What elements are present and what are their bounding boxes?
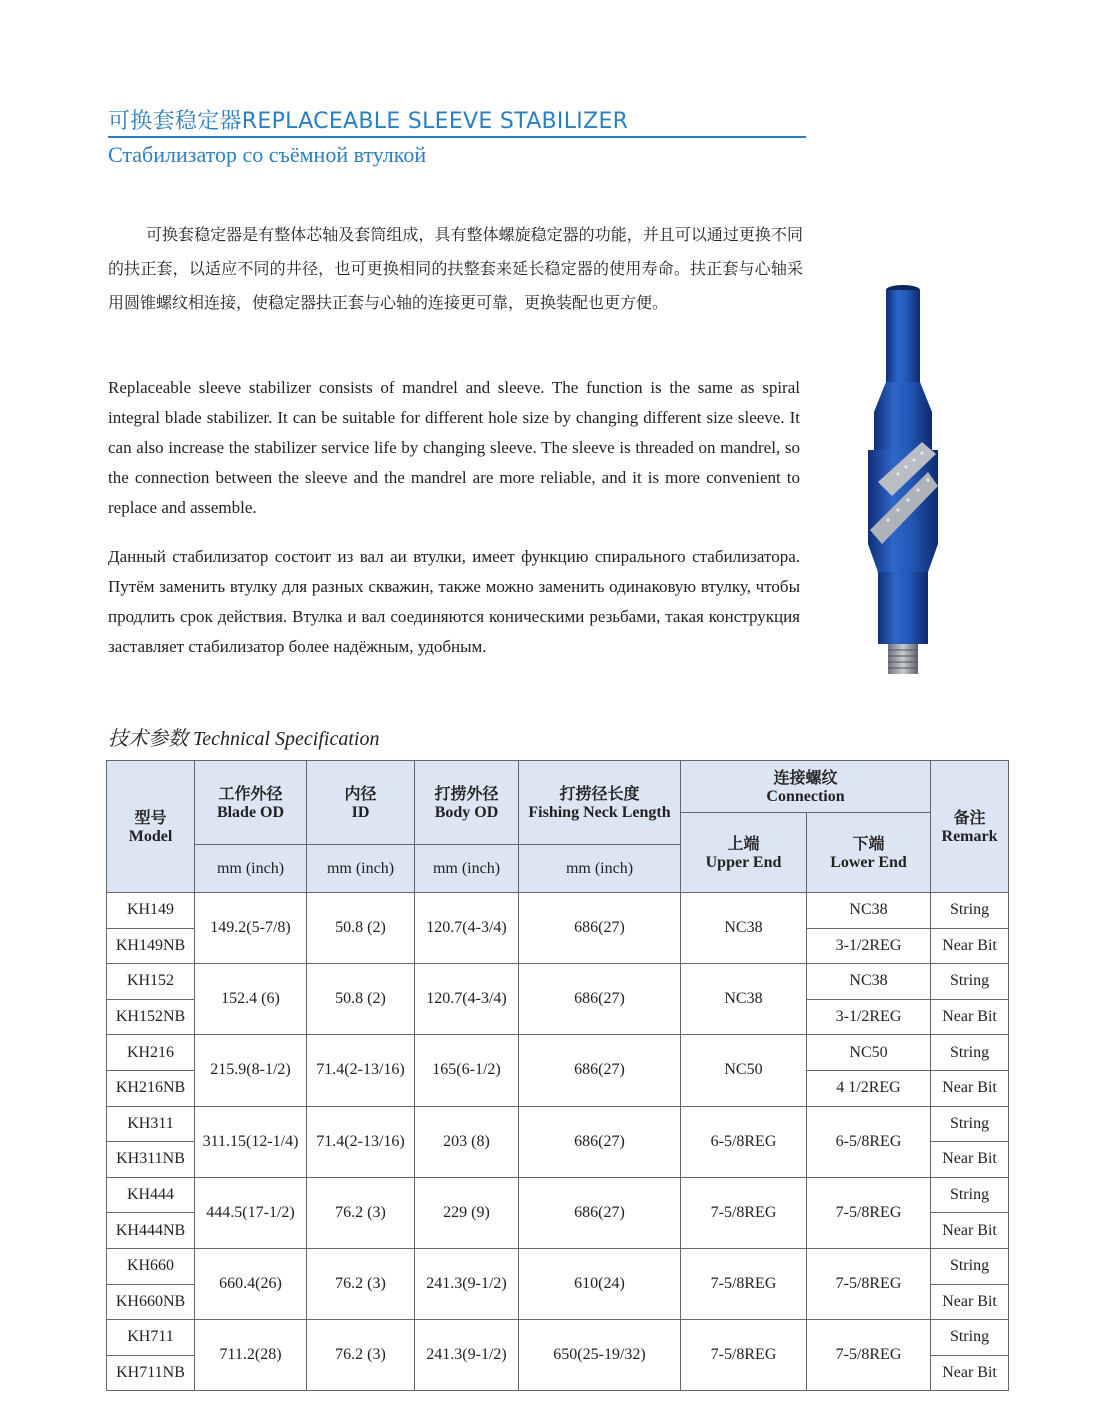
remark-cell: Near Bit [931,1070,1009,1106]
body-od-cell: 241.3(9-1/2) [415,1248,519,1319]
lower-end-cell: 6-5/8REG [807,1106,931,1177]
fishing-neck-cell: 686(27) [519,1035,681,1106]
lower-end-cell: 7-5/8REG [807,1320,931,1391]
blade-od-cell: 444.5(17-1/2) [195,1177,307,1248]
model-cell: KH149 [107,893,195,929]
upper-end-cell: NC38 [681,893,807,964]
spec-table [106,760,1009,1391]
remark-cell: Near Bit [931,1284,1009,1320]
table-row [107,893,1009,929]
fishing-neck-cell: 610(24) [519,1248,681,1319]
model-cell: KH152NB [107,999,195,1035]
id-cell: 76.2 (3) [307,1248,415,1319]
header-blade-od: 工作外径 Blade OD [195,761,307,845]
upper-end-cell: 7-5/8REG [681,1177,807,1248]
table-row [107,1035,1009,1071]
id-cell: 71.4(2-13/16) [307,1106,415,1177]
fishing-neck-cell: 686(27) [519,893,681,964]
page-subtitle-ru: Стабилизатор со съёмной втулкой [108,142,427,167]
blade-od-cell: 660.4(26) [195,1248,307,1319]
remark-cell: String [931,1106,1009,1142]
model-cell: KH711 [107,1320,195,1356]
description-ru: Данный стабилизатор состоит из вал аи втулки, имеет функцию спирального стабилизатора. Путём заменить втулку для разных скважин, также можно заменить одинаковую втулку, чтобы продлить срок действия. Втулка и вал соединяются коническими резьбами, такая конструкция заставляет стабилизатор более надёжным, удобным. [108,547,800,656]
description-en: Replaceable sleeve stabilizer consists of mandrel and sleeve. The function is the same as spiral integral blade stabilizer. It can be suitable for different hole size by changing different size sleeve. It can also increase the stabilizer service life by changing sleeve. The sleeve is threaded on mandrel, so the connection between the sleeve and the mandrel are more reliable, and it is more convenient to replace and assemble. [108,378,800,517]
blade-od-cell: 149.2(5-7/8) [195,893,307,964]
remark-cell: String [931,1035,1009,1071]
upper-end-cell: NC50 [681,1035,807,1106]
remark-cell: Near Bit [931,1355,1009,1391]
lower-end-cell: NC38 [807,893,931,929]
model-cell: KH444NB [107,1213,195,1249]
body-od-cell: 120.7(4-3/4) [415,893,519,964]
lower-end-cell: NC38 [807,964,931,1000]
remark-cell: Near Bit [931,1213,1009,1249]
body-od-cell: 241.3(9-1/2) [415,1320,519,1391]
header-body-od: 打捞外径 Body OD [415,761,519,845]
model-cell: KH152 [107,964,195,1000]
lower-end-cell: 3-1/2REG [807,928,931,964]
model-cell: KH660NB [107,1284,195,1320]
upper-end-cell: 6-5/8REG [681,1106,807,1177]
remark-cell: String [931,1177,1009,1213]
unit-id: mm (inch) [307,845,415,893]
id-cell: 71.4(2-13/16) [307,1035,415,1106]
blade-od-cell: 215.9(8-1/2) [195,1035,307,1106]
description-cn: 可换套稳定器是有整体芯轴及套筒组成，具有整体螺旋稳定器的功能，并且可以通过更换不同的扶正套，以适应不同的井径，也可更换相同的扶整套来延长稳定器的使用寿命。扶正套与心轴采用圆锥螺纹相连接，使稳定器扶正套与心轴的连接更可靠，更换装配也更方便。 [108,225,803,312]
table-row [107,1177,1009,1213]
model-cell: KH216NB [107,1070,195,1106]
remark-cell: String [931,893,1009,929]
model-cell: KH660 [107,1248,195,1284]
remark-cell: Near Bit [931,999,1009,1035]
upper-end-cell: 7-5/8REG [681,1248,807,1319]
lower-end-cell: 7-5/8REG [807,1248,931,1319]
header-id: 内径 ID [307,761,415,845]
body-od-cell: 120.7(4-3/4) [415,964,519,1035]
body-od-cell: 165(6-1/2) [415,1035,519,1106]
blade-od-cell: 152.4 (6) [195,964,307,1035]
body-od-cell: 229 (9) [415,1177,519,1248]
fishing-neck-cell: 650(25-19/32) [519,1320,681,1391]
header-fishing-neck: 打捞径长度 Fishing Neck Length [519,761,681,845]
fishing-neck-cell: 686(27) [519,1106,681,1177]
remark-cell: String [931,1320,1009,1356]
stabilizer-product-image [858,282,948,677]
remark-cell: Near Bit [931,928,1009,964]
header-upper-end: 上端 Upper End [681,813,807,893]
lower-end-cell: 3-1/2REG [807,999,931,1035]
model-cell: KH216 [107,1035,195,1071]
title-divider [108,136,806,138]
body-od-cell: 203 (8) [415,1106,519,1177]
table-row [107,1248,1009,1284]
model-cell: KH444 [107,1177,195,1213]
model-cell: KH311 [107,1106,195,1142]
lower-end-cell: 7-5/8REG [807,1177,931,1248]
model-cell: KH311NB [107,1142,195,1178]
remark-cell: String [931,964,1009,1000]
id-cell: 76.2 (3) [307,1177,415,1248]
header-model: 型号 Model [107,761,195,893]
model-cell: KH149NB [107,928,195,964]
header-lower-end: 下端 Lower End [807,813,931,893]
header-connection: 连接螺纹 Connection [681,761,931,813]
upper-end-cell: NC38 [681,964,807,1035]
lower-end-cell: 4 1/2REG [807,1070,931,1106]
unit-fishing-neck: mm (inch) [519,845,681,893]
remark-cell: Near Bit [931,1142,1009,1178]
unit-body-od: mm (inch) [415,845,519,893]
table-row [107,1320,1009,1356]
id-cell: 50.8 (2) [307,964,415,1035]
header-remark: 备注 Remark [931,761,1009,893]
fishing-neck-cell: 686(27) [519,964,681,1035]
unit-blade-od: mm (inch) [195,845,307,893]
remark-cell: String [931,1248,1009,1284]
table-row [107,964,1009,1000]
spec-section-title: 技术参数 Technical Specification [108,728,380,750]
id-cell: 50.8 (2) [307,893,415,964]
lower-end-cell: NC50 [807,1035,931,1071]
fishing-neck-cell: 686(27) [519,1177,681,1248]
blade-od-cell: 711.2(28) [195,1320,307,1391]
upper-end-cell: 7-5/8REG [681,1320,807,1391]
page-title: 可换套稳定器REPLACEABLE SLEEVE STABILIZER [108,109,629,134]
blade-od-cell: 311.15(12-1/4) [195,1106,307,1177]
model-cell: KH711NB [107,1355,195,1391]
table-row [107,1106,1009,1142]
id-cell: 76.2 (3) [307,1320,415,1391]
